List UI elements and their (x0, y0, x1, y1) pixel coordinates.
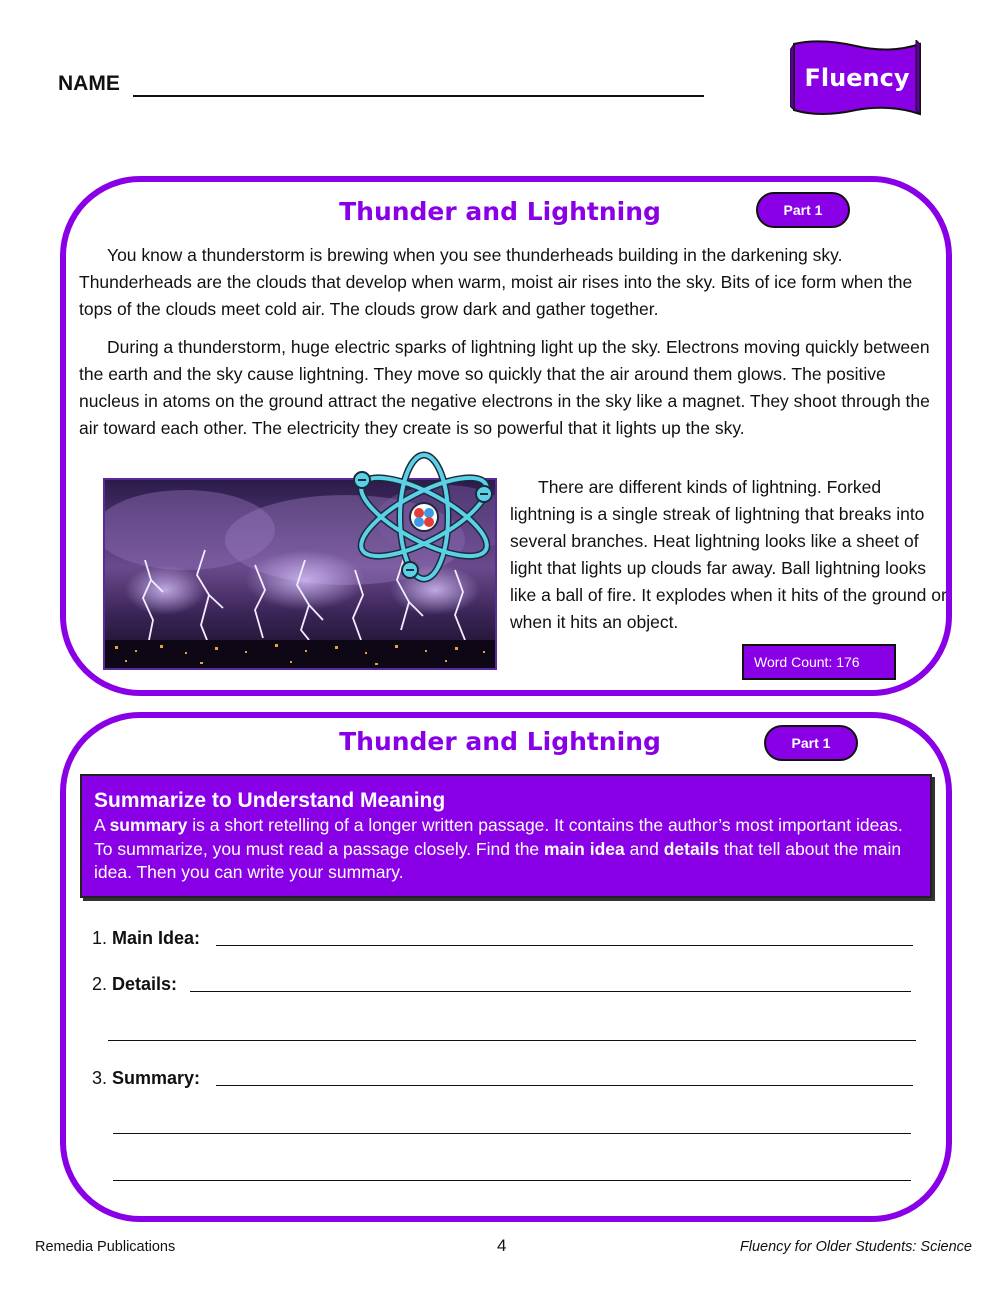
part-badge: Part 1 (756, 192, 850, 228)
details-answer-line-2[interactable] (108, 1040, 916, 1041)
name-input-line[interactable] (133, 95, 704, 97)
fluency-label: Fluency (804, 64, 910, 92)
summary-answer-line[interactable] (216, 1085, 913, 1086)
summary-description: A summary is a short retelling of a longer written passage. It contains the author’s most important ideas. To summarize, you must read a passage closely. Find the main idea and details that tell about the main idea. Then you can write your summary. (94, 815, 903, 882)
passage-paragraph-2: During a thunderstorm, huge electric sparks of lightning light up the sky. Electrons moving quickly between the earth and the sky cause lightning. They move so quickly that the air around them glows. The positive nucleus in atoms on the ground attract the negative electrons in the sky like a magnet. They shoot through the air toward each other. The electricity they create is so powerful that it lights up the sky. (79, 337, 930, 438)
passage-paragraph-1: You know a thunderstorm is brewing when you see thunderheads building in the darkening sky. Thunderheads are the clouds that develop when warm, moist air rises into the sky. Bits of ice form when the tops of the clouds meet cold air. The clouds grow dark and gather together. (79, 245, 913, 319)
word-count-badge: Word Count: 176 (742, 644, 896, 680)
main-idea-answer-line[interactable] (216, 945, 913, 946)
summary-heading: Summarize to Understand Meaning (94, 789, 446, 812)
summary-instructions-box (80, 774, 932, 898)
summary-answer-line-3[interactable] (113, 1180, 911, 1181)
fluency-banner (790, 40, 924, 118)
part-badge-activity: Part 1 (764, 725, 858, 761)
page-number: 4 (497, 1236, 507, 1255)
activity-title: Thunder and Lightning (339, 727, 661, 756)
atom-icon (346, 450, 502, 584)
footer-publisher: Remedia Publications (35, 1239, 176, 1255)
passage-paragraph-3: There are different kinds of lightning. Forked lightning is a single streak of lightning that breaks into several branches. Heat lightning looks like a sheet of light that lights up clouds far away. Ball lightning looks like a ball of fire. It explodes when it hits of the ground or when it hits an object. (510, 477, 947, 632)
details-question: 2. Details: (92, 974, 178, 994)
details-answer-line[interactable] (190, 991, 911, 992)
summary-answer-line-2[interactable] (113, 1133, 911, 1134)
name-label: NAME (58, 72, 120, 95)
passage-title: Thunder and Lightning (339, 197, 661, 226)
summary-question: 3. Summary: (92, 1068, 201, 1088)
main-idea-question: 1. Main Idea: (92, 928, 201, 948)
footer-book-title: Fluency for Older Students: Science (739, 1239, 972, 1255)
